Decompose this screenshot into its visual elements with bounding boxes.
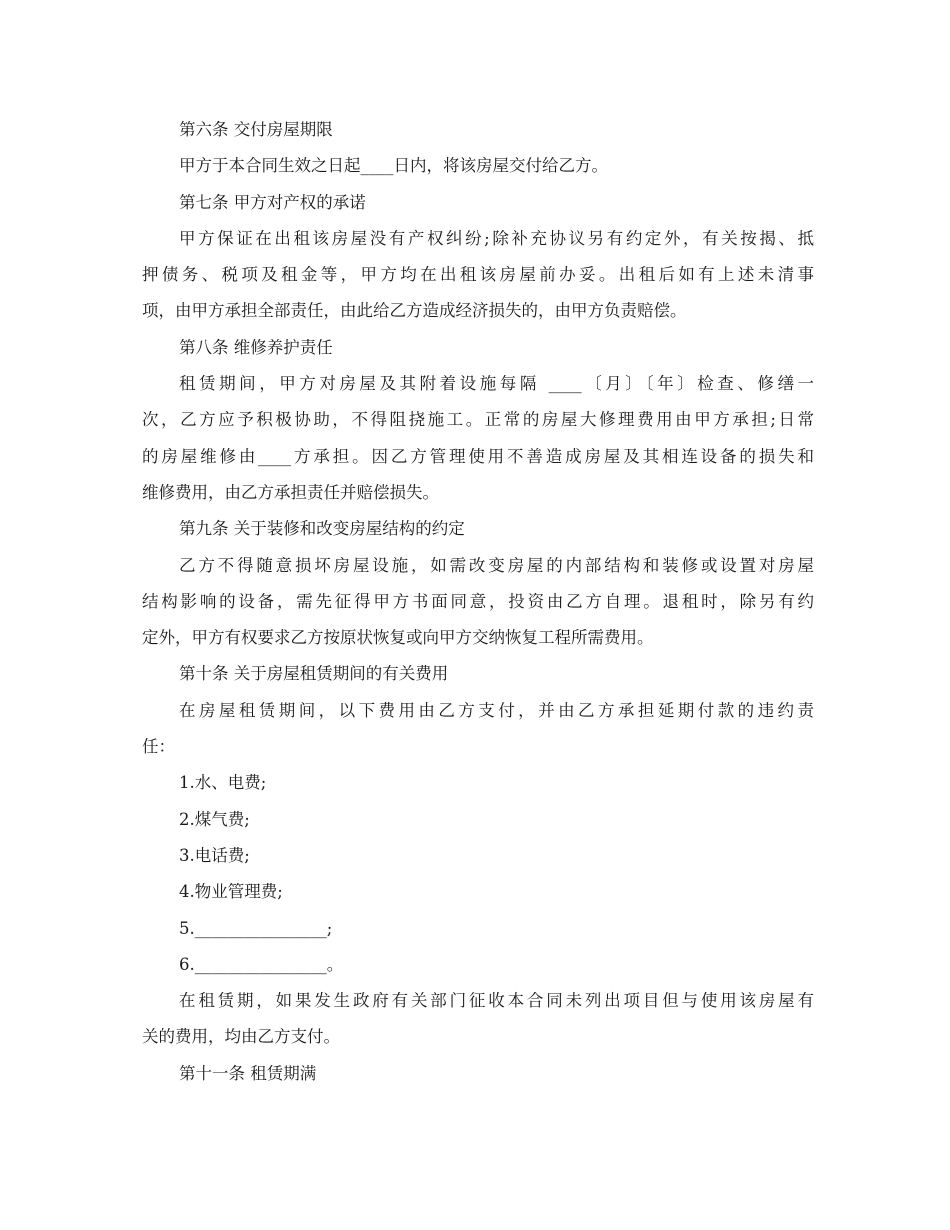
document-line: 1.水、电费; [179,773,267,793]
document-line: 维修费用，由乙方承担责任并赔偿损失。 [142,482,439,502]
contract-page [142,112,814,1092]
document-line: 甲方于本合同生效之日起____日内，将该房屋交付给乙方。 [179,156,608,176]
document-line: 项，由甲方承担全部责任，由此给乙方造成经济损失的，由甲方负责赔偿。 [142,301,687,321]
document-line: 6.________________。 [179,954,344,974]
document-line: 2.煤气费; [179,809,250,829]
document-line: 5.________________; [179,918,333,938]
document-line: 4.物业管理费; [179,882,283,902]
document-line: 押债务、税项及租金等，甲方均在出租该房屋前办妥。出租后如有上述未清事 [142,265,814,285]
document-line: 第十条 关于房屋租赁期间的有关费用 [179,664,449,684]
document-line: 第六条 交付房屋期限 [179,120,333,139]
document-line: 任： [142,737,175,757]
document-line: 定外，甲方有权要求乙方按原状恢复或向甲方交纳恢复工程所需费用。 [142,628,654,648]
document-line: 第七条 甲方对产权的承诺 [179,192,366,212]
document-line: 关的费用，均由乙方支付。 [142,1027,340,1047]
document-line: 在房屋租赁期间，以下费用由乙方支付，并由乙方承担延期付款的违约责 [179,700,814,720]
document-line: 3.电话费; [179,845,250,865]
document-line: 第九条 关于装修和改变房屋结构的约定 [179,519,465,539]
document-line: 的房屋维修由____方承担。因乙方管理使用不善造成房屋及其相连设备的损失和 [142,446,814,466]
document-line: 在租赁期，如果发生政府有关部门征收本合同未列出项目但与使用该房屋有 [179,991,814,1011]
document-line: 第八条 维修养护责任 [179,337,333,357]
document-line: 甲方保证在出租该房屋没有产权纠纷;除补充协议另有约定外，有关按揭、抵 [179,228,814,248]
document-line: 结构影响的设备，需先征得甲方书面同意，投资由乙方自理。退租时，除另有约 [142,591,814,611]
document-line: 乙方不得随意损坏房屋设施，如需改变房屋的内部结构和装修或设置对房屋 [179,555,814,575]
document-line: 次，乙方应予积极协助，不得阻挠施工。正常的房屋大修理费用由甲方承担;日常 [142,410,814,430]
document-line: 第十一条 租赁期满 [179,1063,317,1083]
document-line: 租赁期间，甲方对房屋及其附着设施每隔 ____〔月〕〔年〕检查、修缮一 [179,374,814,394]
